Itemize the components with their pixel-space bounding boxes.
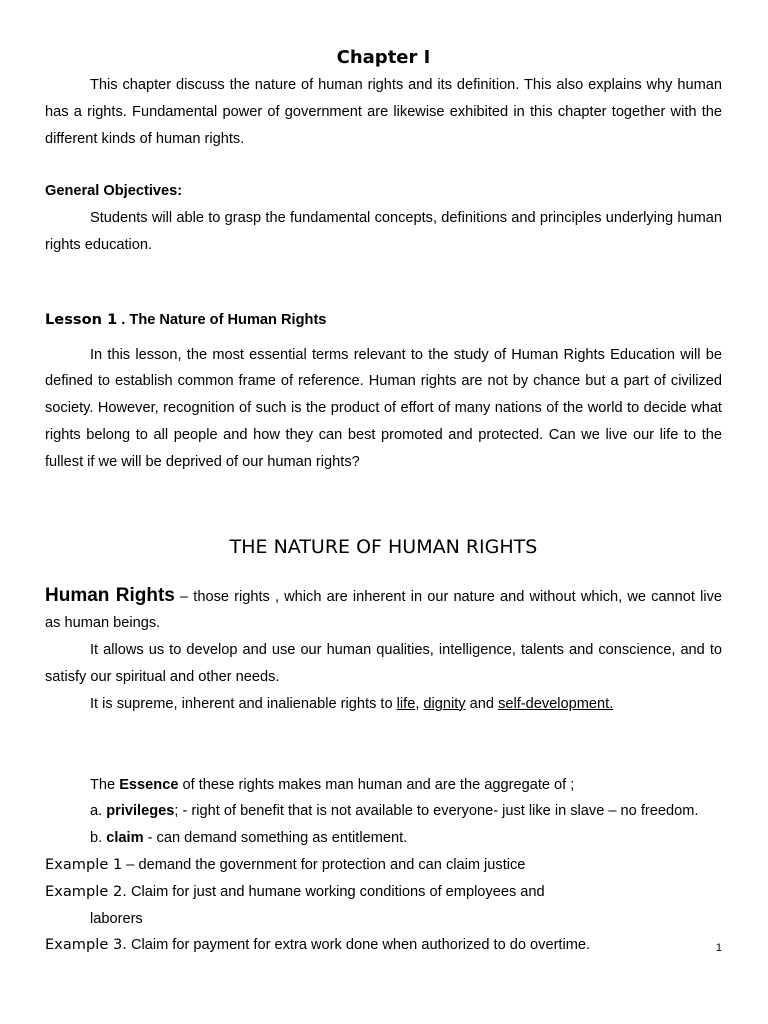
item-a-prefix: a. xyxy=(90,803,107,820)
item-a-text: ; - right of benefit that is not available to everyone- just like in slave – no freedom. xyxy=(174,803,699,820)
item-b-prefix: b. xyxy=(90,830,107,847)
example-3-text: Claim for payment for extra work done when authorized to do overtime. xyxy=(126,937,591,954)
definition-paragraph xyxy=(45,583,722,638)
example-1-label: Example 1 xyxy=(45,855,123,873)
self-development-link: self-development. xyxy=(498,695,614,712)
dignity-link: dignity xyxy=(423,695,466,712)
para3-comma: , xyxy=(415,695,424,712)
example-2-label: Example 2. xyxy=(45,882,127,900)
definition-term: Human Rights xyxy=(45,584,175,606)
essence-paragraph xyxy=(45,772,722,799)
page-number: 1 xyxy=(715,942,722,954)
lesson-heading xyxy=(45,307,722,334)
example-1 xyxy=(45,852,722,879)
example-3-label: Example 3. xyxy=(45,936,127,954)
intro-paragraph: This chapter discuss the nature of human rights and its definition. This also explains why human has a rights. Fundamental power of government are likewise exhibited in this chapter together with the different kinds of human rights. xyxy=(45,77,722,147)
privileges-term: privileges xyxy=(106,803,175,820)
lesson-label: Lesson 1 xyxy=(45,310,118,328)
essence-item-b xyxy=(45,825,722,852)
definition-text: – those rights , which are inherent in our nature and without which, we cannot live as human beings. xyxy=(45,588,723,632)
section-title: THE NATURE OF HUMAN RIGHTS xyxy=(229,535,538,558)
definition-para2: It allows us to develop and use our human qualities, intelligence, talents and conscience, and to satisfy our spiritual and other needs. xyxy=(45,642,722,685)
example-1-text: – demand the government for protection and can claim justice xyxy=(122,856,526,873)
essence-item-a xyxy=(45,798,722,825)
lesson-title: . The Nature of Human Rights xyxy=(117,311,327,328)
definition-para3 xyxy=(45,691,722,718)
para3-prefix: It is supreme, inherent and inalienable rights to xyxy=(90,695,397,712)
lesson-paragraph: In this lesson, the most essential terms relevant to the study of Human Rights Education will be defined to establish common frame of reference. Human rights are not by chance but a part of civilized society. However, recognition of such is the product of effort of many nations of the world to decide what rights belong to all people and how they can best promoted and protected. Can we live our life to the fullest if we will be deprived of our human rights? xyxy=(45,346,722,470)
item-b-text: - can demand something as entitlement. xyxy=(143,830,408,847)
example-3 xyxy=(45,932,722,959)
document-page xyxy=(45,44,722,959)
example-2 xyxy=(45,879,722,906)
chapter-title: Chapter I xyxy=(336,47,431,68)
general-objectives-heading: General Objectives: xyxy=(45,183,183,200)
claim-term: claim xyxy=(106,830,144,847)
general-objectives-text: Students will able to grasp the fundamental concepts, definitions and principles underlying human rights education. xyxy=(45,210,722,253)
essence-term: Essence xyxy=(119,776,179,793)
para3-and: and xyxy=(465,695,499,712)
essence-prefix: The xyxy=(90,776,120,793)
example-2-text: Claim for just and humane working conditions of employees and xyxy=(126,883,545,900)
example-2-continuation: laborers xyxy=(90,910,143,927)
essence-suffix: of these rights makes man human and are the aggregate of ; xyxy=(178,776,575,793)
life-link: life xyxy=(396,695,416,712)
